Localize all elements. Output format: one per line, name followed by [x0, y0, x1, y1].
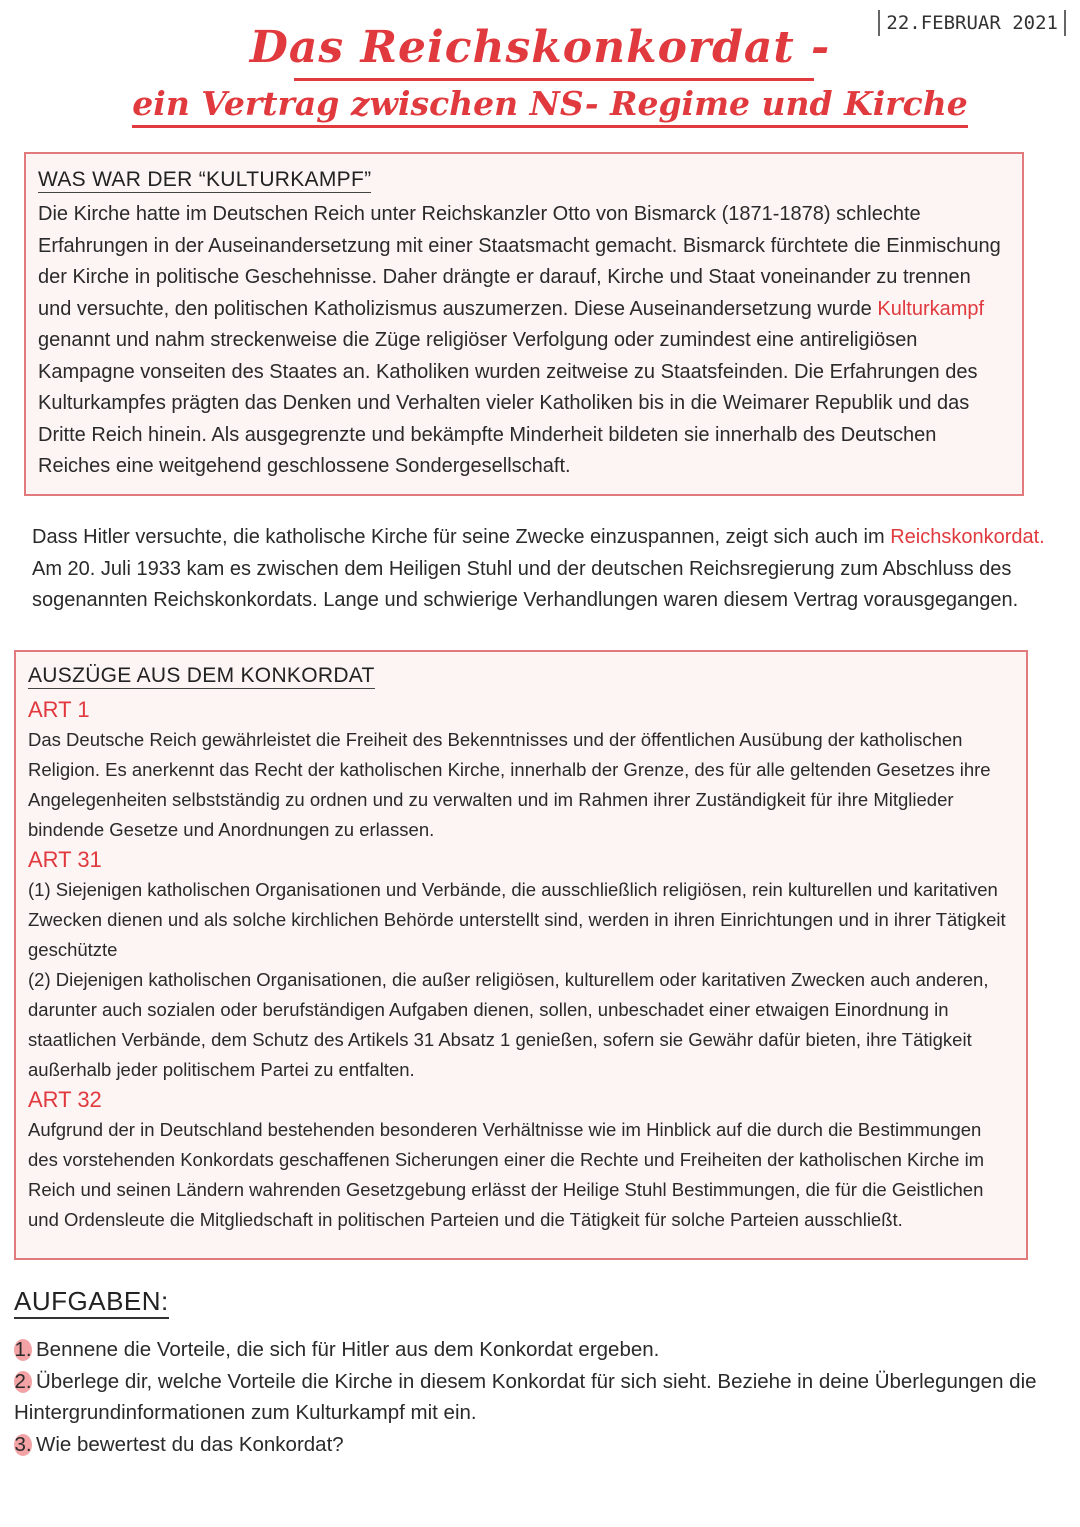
intro-highlight: Reichskonkordat. [890, 526, 1045, 548]
task-item [14, 1429, 1054, 1461]
konkordat-excerpts-box [14, 650, 1028, 1260]
tasks-heading: AUFGABEN: [14, 1286, 169, 1319]
art1-text: Das Deutsche Reich gewährleistet die Freiheit des Bekenntnisses und der öffentlichen Ausübung der katholischen Religion. Es anerkennt das Recht der katholischen Kirche, innerhalb der Grenze, des für alle geltenden Gesetzes ihre Angelegenheiten selbstständig zu ordnen und zu verwalten und im Rahmen ihrer Zuständigkeit für ihre Mitglieder bindende Gesetze und Anordnungen zu erlassen. [28, 729, 991, 840]
task-text: Überlege dir, welche Vorteile die Kirche in diesem Konkordat für sich sieht. Beziehe in deine Überlegungen die Hintergrundinformationen zum Kulturkampf mit ein. [14, 1369, 1037, 1424]
page-subtitle [0, 84, 1080, 128]
page-title: Das Reichskonkordat - [249, 22, 831, 73]
title-underline [294, 78, 814, 81]
kulturkampf-box [24, 152, 1024, 496]
tasks-list [14, 1334, 1054, 1460]
task-number: 2. [14, 1369, 32, 1393]
kulturkampf-text [38, 199, 1008, 483]
art31-paragraph-1: (1) Siejenigen katholischen Organisationen und Verbände, die ausschließlich religiösen, rein kulturellen und karitativen Zwecken dienen und als solche kirchlichen Behörde unterstellt sind, werden in ihren Einrichtungen und in ihrer Tätigkeit geschützte [28, 879, 1006, 960]
excerpts-heading: AUSZÜGE AUS DEM KONKORDAT [28, 664, 375, 687]
subtitle-text: ein Vertrag zwischen NS- Regime und Kirche [132, 84, 967, 128]
task-number: 3. [14, 1432, 32, 1456]
intro-text-part1: Dass Hitler versuchte, die katholische Kirche für seine Zwecke einzuspannen, zeigt sich auch im [32, 526, 891, 548]
art31-label: ART 31 [28, 847, 102, 872]
task-text: Wie bewertest du das Konkordat? [36, 1432, 344, 1456]
kulturkampf-heading: WAS WAR DER “KULTURKAMPF” [38, 168, 372, 191]
art32-text: Aufgrund der in Deutschland bestehenden besonderen Verhältnisse wie im Hinblick auf die durch die Bestimmungen des vorstehenden Konkordats geschaffenen Sicherungen einer die Rechte und Freiheiten der katholischen Kirche im Reich und seinen Ländern wahrenden Gesetzgebung erlässt der Heilige Stuhl Bestimmungen, die für die Geistlichen und Ordensleute die Mitgliedschaft in politischen Parteien und die Tätigkeit für solche Parteien ausschließt. [28, 1119, 985, 1230]
task-item [14, 1366, 1054, 1429]
date-label: 22.FEBRUAR 2021 [878, 10, 1066, 36]
art1-label: ART 1 [28, 697, 90, 722]
intro-paragraph [32, 522, 1052, 617]
art31-paragraph-2: (2) Diejenigen katholischen Organisationen, die außer religiösen, kulturellem oder karitativen Zwecken auch anderen, darunter auch sozialen oder berufständigen Aufgaben dienen, sollen, unbeschadet einer etwaigen Einordnung in staatlichen Verbände, dem Schutz des Artikels 31 Absatz 1 genießen, sofern sie Gewähr dafür bieten, ihre Tätigkeit außerhalb jeder politischem Partei zu entfalten. [28, 969, 989, 1080]
kulturkampf-text-part1: Die Kirche hatte im Deutschen Reich unter Reichskanzler Otto von Bismarck (1871-1878) schlechte Erfahrungen in der Auseinandersetzung mit einer Staatsmacht gemacht. Bismarck fürchtete die Einmischung der Kirche in politische Geschehnisse. Daher drängte er darauf, Kirche und Staat voneinander zu trennen und versuchte, den politischen Katholizismus auszumerzen. Diese Auseinandersetzung wurde [38, 203, 1001, 320]
kulturkampf-highlight: Kulturkampf [877, 297, 985, 320]
task-text: Bennene die Vorteile, die sich für Hitler aus dem Konkordat ergeben. [36, 1338, 660, 1361]
task-number: 1. [14, 1338, 32, 1361]
art32-label: ART 32 [28, 1087, 102, 1112]
kulturkampf-text-part2: genannt und nahm streckenweise die Züge religiöser Verfolgung oder zumindest eine antireligiösen Kampagne vonseiten des Staates an. Katholiken wurden zeitweise zu Staatsfeinden. Die Erfahrungen des Kulturkampfes prägten das Denken und Verhalten vieler Katholiken bis in die Weimarer Republik und das Dritte Reich hinein. Als ausgegrenzte und bekämpfte Minderheit bildeten sie innerhalb des Deutschen Reiches eine weitgehend geschlossene Sondergesellschaft. [38, 329, 978, 477]
intro-text-part2: Am 20. Juli 1933 kam es zwischen dem Heiligen Stuhl und der deutschen Reichsregierung zum Abschluss des sogenannten Reichskonkordats. Lange und schwierige Verhandlungen waren diesem Vertrag vorausgegangen. [32, 557, 1019, 611]
task-item [14, 1334, 1054, 1366]
